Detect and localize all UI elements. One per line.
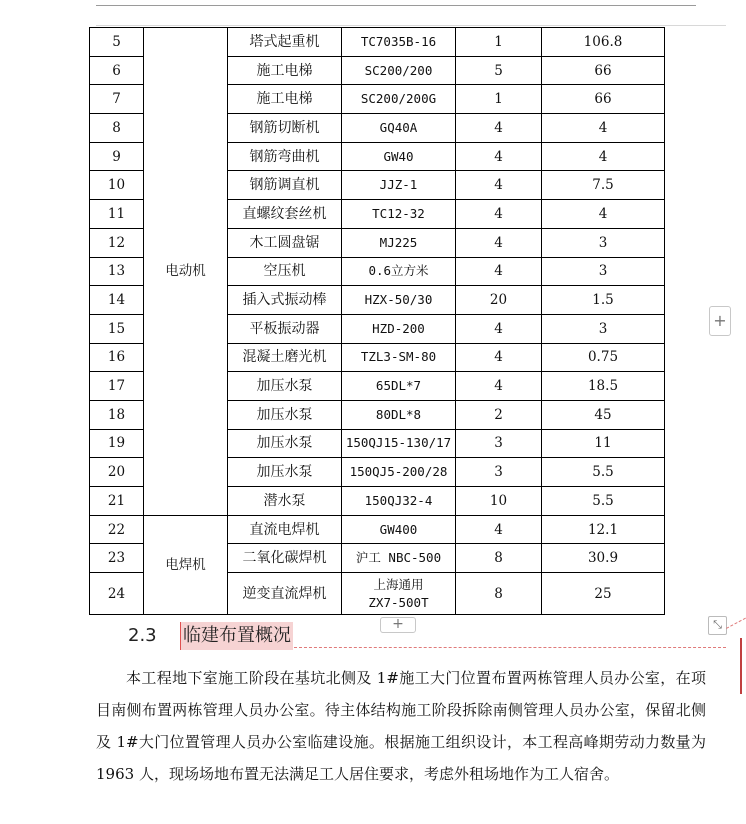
- quantity-cell[interactable]: 4: [456, 515, 542, 544]
- model-cell[interactable]: HZD-200: [342, 314, 456, 343]
- row-number-cell[interactable]: 9: [90, 142, 144, 171]
- model-cell[interactable]: SC200/200G: [342, 85, 456, 114]
- row-number-cell[interactable]: 14: [90, 286, 144, 315]
- quantity-cell[interactable]: 4: [456, 314, 542, 343]
- model-cell[interactable]: TZL3-SM-80: [342, 343, 456, 372]
- row-number-cell[interactable]: 5: [90, 28, 144, 57]
- section-heading: [128, 622, 293, 650]
- quantity-cell[interactable]: 20: [456, 286, 542, 315]
- row-number-cell[interactable]: 19: [90, 429, 144, 458]
- row-number-cell[interactable]: 7: [90, 85, 144, 114]
- model-cell[interactable]: [342, 573, 456, 615]
- equipment-name-cell[interactable]: 加压水泵: [228, 429, 342, 458]
- row-number-cell[interactable]: 10: [90, 171, 144, 200]
- power-cell[interactable]: 7.5: [542, 171, 665, 200]
- quantity-cell[interactable]: 4: [456, 372, 542, 401]
- equipment-name-cell[interactable]: 二氧化碳焊机: [228, 544, 342, 573]
- row-number-cell[interactable]: 6: [90, 56, 144, 85]
- power-cell[interactable]: 5.5: [542, 487, 665, 516]
- equipment-name-cell[interactable]: 直流电焊机: [228, 515, 342, 544]
- equipment-name-cell[interactable]: 混凝土磨光机: [228, 343, 342, 372]
- quantity-cell[interactable]: 10: [456, 487, 542, 516]
- power-cell[interactable]: 25: [542, 573, 665, 615]
- quantity-cell[interactable]: 4: [456, 142, 542, 171]
- model-cell[interactable]: 65DL*7: [342, 372, 456, 401]
- power-cell[interactable]: 18.5: [542, 372, 665, 401]
- model-cell[interactable]: 0.6立方米: [342, 257, 456, 286]
- power-cell[interactable]: 12.1: [542, 515, 665, 544]
- power-cell[interactable]: 106.8: [542, 28, 665, 57]
- model-cell[interactable]: MJ225: [342, 228, 456, 257]
- model-cell[interactable]: 80DL*8: [342, 400, 456, 429]
- power-cell[interactable]: 0.75: [542, 343, 665, 372]
- quantity-cell[interactable]: 4: [456, 257, 542, 286]
- power-cell[interactable]: 66: [542, 85, 665, 114]
- power-cell[interactable]: 30.9: [542, 544, 665, 573]
- model-cell[interactable]: 150QJ32-4: [342, 487, 456, 516]
- equipment-name-cell[interactable]: 插入式振动棒: [228, 286, 342, 315]
- model-line-2: ZX7-500T: [368, 594, 429, 610]
- table-top-guide: [96, 25, 726, 26]
- power-cell[interactable]: 4: [542, 142, 665, 171]
- section-number: 2.3: [128, 625, 157, 646]
- model-cell[interactable]: JJZ-1: [342, 171, 456, 200]
- row-number-cell[interactable]: 15: [90, 314, 144, 343]
- row-number-cell[interactable]: 23: [90, 544, 144, 573]
- track-change-bar: [740, 638, 742, 694]
- power-cell[interactable]: 11: [542, 429, 665, 458]
- body-paragraph[interactable]: 本工程地下室施工阶段在基坑北侧及 1#施工大门位置布置两栋管理人员办公室，在项目南侧布置两栋管理人员办公室。待主体结构施工阶段拆除南侧管理人员办公室，保留北侧及 1#大门位置管理人员办公室临建设施。根据施工组织设计，本工程高峰期劳动力数量为 1963 人，现场场地布置无法满足工人居住要求，考虑外租场地作为工人宿舍。: [96, 669, 706, 783]
- model-cell[interactable]: SC200/200: [342, 56, 456, 85]
- add-row-button[interactable]: +: [380, 617, 416, 633]
- equipment-name-cell[interactable]: 直螺纹套丝机: [228, 200, 342, 229]
- row-number-cell[interactable]: 11: [90, 200, 144, 229]
- section-title[interactable]: 临建布置概况: [180, 622, 293, 650]
- add-column-button[interactable]: +: [709, 306, 731, 336]
- quantity-cell[interactable]: 4: [456, 171, 542, 200]
- table-resize-handle[interactable]: ⤡: [708, 616, 727, 635]
- equipment-name-cell[interactable]: 木工圆盘锯: [228, 228, 342, 257]
- category-cell-welder[interactable]: 电焊机: [144, 515, 228, 614]
- model-cell[interactable]: HZX-50/30: [342, 286, 456, 315]
- equipment-table: [89, 27, 665, 615]
- power-cell[interactable]: 66: [542, 56, 665, 85]
- equipment-name-cell[interactable]: 塔式起重机: [228, 28, 342, 57]
- row-number-cell[interactable]: 13: [90, 257, 144, 286]
- quantity-cell[interactable]: 4: [456, 200, 542, 229]
- power-cell[interactable]: 5.5: [542, 458, 665, 487]
- model-line-1: 上海通用: [373, 576, 424, 592]
- quantity-cell[interactable]: 4: [456, 343, 542, 372]
- quantity-cell[interactable]: 4: [456, 228, 542, 257]
- quantity-cell[interactable]: 2: [456, 400, 542, 429]
- quantity-cell[interactable]: 1: [456, 85, 542, 114]
- power-cell[interactable]: 4: [542, 114, 665, 143]
- power-cell[interactable]: 3: [542, 228, 665, 257]
- equipment-name-cell[interactable]: 施工电梯: [228, 85, 342, 114]
- power-cell[interactable]: 1.5: [542, 286, 665, 315]
- model-cell[interactable]: TC12-32: [342, 200, 456, 229]
- table-row: [90, 28, 665, 57]
- quantity-cell[interactable]: 5: [456, 56, 542, 85]
- model-cell[interactable]: 沪工 NBC-500: [342, 544, 456, 573]
- row-number-cell[interactable]: 22: [90, 515, 144, 544]
- equipment-name-cell[interactable]: 逆变直流焊机: [228, 573, 342, 615]
- quantity-cell[interactable]: 8: [456, 573, 542, 615]
- row-number-cell[interactable]: 12: [90, 228, 144, 257]
- row-number-cell[interactable]: 21: [90, 487, 144, 516]
- body-paragraph-block: [96, 662, 706, 790]
- row-number-cell[interactable]: 18: [90, 400, 144, 429]
- track-change-connector: [726, 618, 746, 629]
- model-cell[interactable]: 150QJ5-200/28: [342, 458, 456, 487]
- equipment-name-cell[interactable]: 潜水泵: [228, 487, 342, 516]
- equipment-name-cell[interactable]: 平板振动器: [228, 314, 342, 343]
- quantity-cell[interactable]: 8: [456, 544, 542, 573]
- equipment-name-cell[interactable]: 加压水泵: [228, 458, 342, 487]
- equipment-name-cell[interactable]: 钢筋调直机: [228, 171, 342, 200]
- equipment-name-cell[interactable]: 钢筋弯曲机: [228, 142, 342, 171]
- track-change-line: [294, 647, 726, 648]
- quantity-cell[interactable]: 4: [456, 114, 542, 143]
- model-cell[interactable]: 150QJ15-130/17: [342, 429, 456, 458]
- power-cell[interactable]: 45: [542, 400, 665, 429]
- power-cell[interactable]: 3: [542, 257, 665, 286]
- page-header: [96, 0, 696, 6]
- row-number-cell[interactable]: 16: [90, 343, 144, 372]
- category-cell-motor[interactable]: 电动机: [144, 28, 228, 516]
- model-cell[interactable]: GW400: [342, 515, 456, 544]
- equipment-name-cell[interactable]: 施工电梯: [228, 56, 342, 85]
- table-row: [90, 515, 665, 544]
- equipment-name-cell[interactable]: 加压水泵: [228, 400, 342, 429]
- equipment-name-cell[interactable]: 加压水泵: [228, 372, 342, 401]
- row-number-cell[interactable]: 24: [90, 573, 144, 615]
- equipment-name-cell[interactable]: 空压机: [228, 257, 342, 286]
- model-cell[interactable]: TC7035B-16: [342, 28, 456, 57]
- quantity-cell[interactable]: 3: [456, 429, 542, 458]
- row-number-cell[interactable]: 20: [90, 458, 144, 487]
- equipment-name-cell[interactable]: 钢筋切断机: [228, 114, 342, 143]
- row-number-cell[interactable]: 8: [90, 114, 144, 143]
- row-number-cell[interactable]: 17: [90, 372, 144, 401]
- model-cell[interactable]: GW40: [342, 142, 456, 171]
- power-cell[interactable]: 3: [542, 314, 665, 343]
- power-cell[interactable]: 4: [542, 200, 665, 229]
- quantity-cell[interactable]: 3: [456, 458, 542, 487]
- model-cell[interactable]: GQ40A: [342, 114, 456, 143]
- quantity-cell[interactable]: 1: [456, 28, 542, 57]
